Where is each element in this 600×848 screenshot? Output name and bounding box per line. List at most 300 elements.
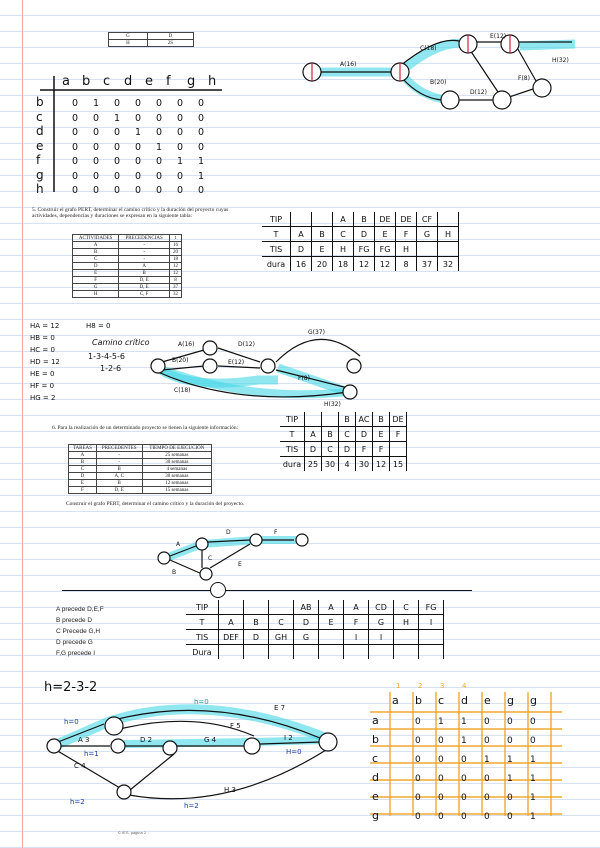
matrix-2-cell: 1	[461, 736, 467, 746]
matrix-1-col-headers: a b c d e f g h	[62, 74, 217, 89]
hw_table1-cell: G	[417, 227, 438, 242]
matrix-1-cell: 1	[135, 127, 142, 138]
hw_table1-cell: TIP	[262, 212, 291, 227]
svg-text:C: C	[208, 555, 213, 562]
problem-6-cell: 30 semanas	[142, 459, 211, 466]
matrix-2-cell: 0	[484, 793, 490, 803]
hw_table1-cell: H	[333, 242, 354, 257]
hw_table2-cell: D	[356, 427, 373, 442]
hw_table2-cell: 30	[322, 457, 339, 472]
hw_table3-cell: FG	[419, 600, 444, 615]
matrix-2-col-label: d	[461, 694, 468, 707]
hw_table1-cell: FG	[354, 242, 375, 257]
hw_table3-cell: F	[344, 615, 369, 630]
svg-text:G(37): G(37)	[308, 329, 325, 336]
matrix-1-cell: 0	[156, 112, 163, 124]
svg-text:H 3: H 3	[224, 786, 236, 794]
hw_table3-cell: C	[269, 615, 294, 630]
hw_table3-cell	[219, 645, 244, 660]
matrix-2-row-label: e	[372, 790, 379, 803]
problem-5-table: ACTIVIDADES PRECEDENCIAS t A - 16 B - 20 C - 18 D A 12 E B 12 F D, E 8 G D, E 37 H C, F 32	[72, 234, 182, 298]
problem-5-row	[73, 256, 182, 263]
hw_table3-cell: H	[394, 615, 419, 630]
problem-5-cell: 18	[169, 256, 181, 263]
problem-5-cell: B	[119, 270, 170, 277]
problem-5-cell: D, E	[119, 277, 170, 284]
matrix-2-row	[372, 769, 553, 788]
hw_table1-cell: T	[262, 227, 291, 242]
matrix-1-cell: 0	[156, 98, 163, 109]
matrix-2-row-label: c	[372, 752, 379, 765]
hw_table1-cell: DE	[396, 212, 417, 227]
problem-5-row	[73, 291, 182, 298]
matrix-1-cell: 0	[93, 170, 100, 182]
matrix-2-cell: 0	[438, 793, 444, 803]
matrix-2-cell: 0	[484, 774, 490, 784]
matrix-2-cell: 0	[415, 793, 421, 803]
hw_table1-cell: 18	[333, 257, 354, 272]
hw_table3-cell	[319, 630, 344, 645]
matrix-2-col-label: a	[392, 694, 399, 707]
svg-text:B(20): B(20)	[172, 357, 189, 364]
hw_table2-cell: dura	[280, 457, 305, 472]
graph-1-node	[441, 91, 459, 109]
matrix-2-cell: 0	[438, 774, 444, 784]
matrix-1-cell: 0	[93, 185, 100, 196]
problem-5-cell: B	[73, 249, 119, 256]
graph-4-title: h=2-3-2	[44, 680, 98, 695]
problem-5-cell: D, E	[119, 284, 170, 291]
matrix-1-cell: 0	[93, 156, 100, 167]
matrix-2-cell: 1	[507, 755, 513, 765]
matrix-2-cell: 0	[461, 793, 467, 803]
hw_table2-cell	[390, 442, 407, 457]
problem-5-cell: F	[73, 277, 119, 284]
hw_table1-cell	[312, 212, 333, 227]
matrix-2-cell: 0	[530, 717, 536, 727]
matrix-1-cell: 0	[72, 185, 79, 196]
matrix-2-row-label: d	[372, 771, 379, 784]
alt-path: 1-2-6	[100, 364, 122, 373]
hw_table3-cell: D	[294, 615, 319, 630]
hw_table3-cell	[244, 645, 269, 660]
matrix-1-cell: 0	[177, 170, 184, 182]
problem-6-text: 6. Para la realización de un determinado proyecto se tienen la siguiente información:	[52, 425, 239, 431]
matrix-2-cell: 0	[438, 755, 444, 765]
matrix-1-cell: 0	[114, 185, 121, 196]
hw-table-2	[280, 412, 407, 471]
matrix-1-row	[32, 183, 219, 198]
h-value: HG = 2	[30, 394, 56, 402]
matrix-1-row	[32, 125, 219, 140]
matrix-2-cell: 1	[438, 717, 444, 727]
hw_table3-cell: I	[419, 615, 444, 630]
matrix-2-col-label: g	[507, 694, 514, 707]
matrix-1-cell: 1	[177, 156, 184, 167]
matrix-1-cell: 0	[177, 112, 184, 124]
hw_table1-cell	[438, 212, 459, 227]
hw_table1-cell: A	[291, 227, 312, 242]
matrix-1-row-label: b	[36, 95, 44, 109]
matrix-2-top-nums: 1 2 3 4	[396, 682, 467, 690]
matrix-2-col-label: c	[438, 694, 445, 707]
matrix-2-cell: 1	[530, 774, 536, 784]
pert-graph-1	[290, 28, 595, 138]
problem-6-row	[69, 473, 212, 480]
matrix-1-cell: 0	[177, 98, 184, 109]
matrix-2-cell: 0	[530, 736, 536, 746]
matrix-1-cell: 0	[135, 112, 142, 124]
matrix-1	[32, 74, 232, 194]
matrix-1-cell: 0	[114, 156, 121, 167]
hw_table2-cell: C	[322, 442, 339, 457]
hw_table2-cell: TIS	[280, 442, 305, 457]
matrix-1-cell: 0	[177, 185, 184, 196]
hw_table1-cell	[291, 212, 312, 227]
critical-path: 1-3-4-5-6	[88, 352, 125, 361]
hw_table2-cell: B	[339, 412, 356, 427]
matrix-1-row-label: g	[36, 167, 44, 182]
h-value: HB = 0	[30, 334, 55, 342]
problem-5-row	[73, 277, 182, 284]
matrix-2-cell: 1	[530, 812, 536, 822]
hw_table1-cell: 12	[375, 257, 396, 272]
matrix-1-cell: 0	[114, 98, 121, 109]
hw_table3-cell	[369, 645, 394, 660]
svg-text:E: E	[238, 561, 242, 568]
problem-6-footer: Construir el grafo PERT, determinar el camino crítico y la duración del proyecto.	[66, 501, 245, 507]
hw_table3-cell: I	[369, 630, 394, 645]
hw_table3-cell	[269, 645, 294, 660]
matrix-1-cell: 0	[72, 141, 79, 153]
problem-5-cell: G	[73, 284, 119, 291]
svg-text:h=1: h=1	[84, 750, 99, 758]
matrix-1-cell: 0	[198, 141, 205, 153]
hw_table2-cell: F	[390, 427, 407, 442]
hw_table1-cell: D	[291, 242, 312, 257]
hw_table2-cell: D	[339, 442, 356, 457]
matrix-2-cell: 0	[507, 736, 513, 746]
matrix-1-cell: 0	[135, 156, 142, 167]
graph-1-label: H(32)	[552, 57, 569, 64]
problem-6-table: TAREAS PRECEDENTES TIEMPO DE EJECUCIÓN A - 25 semanas B - 30 semanas C B 4 semanas D A, C 30 semanas E B 12 semanas F D, E 15 semanas	[68, 444, 212, 494]
problem-5-row	[73, 242, 182, 249]
svg-text:F(8): F(8)	[298, 375, 310, 382]
hw_table1-cell: A	[333, 212, 354, 227]
hw_table2-cell: B	[322, 427, 339, 442]
hw_table1-cell: TIS	[262, 242, 291, 257]
matrix-2-cell: 1	[461, 717, 467, 727]
hw_table3-cell: A	[344, 600, 369, 615]
matrix-2-cell: 0	[415, 717, 421, 727]
matrix-2-cell: 0	[461, 812, 467, 822]
hw_table3-cell	[219, 600, 244, 615]
hw_table3-cell	[419, 630, 444, 645]
graph-1-label: C(18)	[420, 45, 437, 52]
graph-1-highlight	[520, 44, 575, 46]
hw_table3-cell: B	[244, 615, 269, 630]
hw_table3-cell	[394, 630, 419, 645]
hw_table2-cell	[322, 412, 339, 427]
matrix-1-cell: 0	[72, 156, 79, 167]
matrix-2-row	[372, 807, 553, 826]
hw_table2-cell: 12	[373, 457, 390, 472]
svg-text:A(16): A(16)	[178, 341, 195, 348]
matrix-1-cell: 1	[198, 156, 205, 167]
hw_table3-cell	[294, 645, 319, 660]
matrix-2-cell: 0	[438, 812, 444, 822]
svg-text:E 7: E 7	[274, 704, 286, 712]
top-table: G D H 2S	[108, 32, 194, 47]
matrix-2-cell: 1	[484, 755, 490, 765]
hw-table-1	[262, 212, 459, 271]
hw_table2-cell: A	[305, 427, 322, 442]
matrix-1-cell: 0	[156, 185, 163, 196]
hw_table2-cell: DE	[390, 412, 407, 427]
hw_table1-cell: H	[396, 242, 417, 257]
svg-text:F: F	[274, 529, 278, 536]
problem-5-row	[73, 249, 182, 256]
matrix-1-cell: 0	[198, 127, 205, 138]
matrix-2-cell: 0	[438, 736, 444, 746]
hw_table2-cell: B	[373, 412, 390, 427]
divider	[62, 590, 472, 591]
matrix-1-cell: 1	[114, 112, 121, 124]
hw_table3-cell: I	[344, 630, 369, 645]
problem-5-cell: 12	[169, 270, 181, 277]
hw_table2-cell: AC	[356, 412, 373, 427]
matrix-2-row	[372, 788, 553, 807]
matrix-2-cell: 1	[530, 793, 536, 803]
graph-1-label: F(8)	[518, 75, 530, 82]
svg-text:D: D	[226, 529, 231, 536]
matrix-2-col-label: g	[530, 694, 537, 707]
pert-graph-4	[44, 690, 364, 820]
svg-text:A 3: A 3	[78, 736, 90, 744]
hw_table1-cell: CF	[417, 212, 438, 227]
problem-6-cell: E	[69, 480, 97, 487]
hw_table2-cell: D	[305, 442, 322, 457]
matrix-1-cell: 0	[198, 185, 205, 196]
hw_table1-cell: E	[375, 227, 396, 242]
problem-5-cell: 37	[169, 284, 181, 291]
matrix-1-cell: 0	[72, 127, 79, 138]
hw_table2-cell: TIP	[280, 412, 305, 427]
problem-6-cell: 4 semanas	[142, 466, 211, 473]
svg-text:D 2: D 2	[140, 736, 153, 744]
matrix-2-cell: 0	[484, 717, 490, 727]
svg-text:F 5: F 5	[230, 722, 241, 730]
pert-graph-3	[146, 518, 336, 588]
matrix-1-rows	[32, 96, 219, 198]
hw_table1-cell	[417, 242, 438, 257]
hw_table3-cell: A	[219, 615, 244, 630]
hw-table-3	[186, 600, 444, 659]
hw_table1-cell: dura	[262, 257, 291, 272]
problem-5-cell: -	[119, 256, 170, 263]
matrix-1-row	[32, 140, 219, 155]
hw_table3-cell: A	[319, 600, 344, 615]
hw_table3-cell: TIP	[186, 600, 219, 615]
matrix-2-cell: 0	[415, 812, 421, 822]
matrix-1-cell: 0	[135, 170, 142, 182]
matrix-1-cell: 0	[156, 127, 163, 138]
graph-1-label: E(12)	[490, 33, 507, 40]
matrix-1-cell: 1	[93, 98, 100, 109]
critical-path-title: Camino crítico	[92, 338, 150, 347]
problem-5-cell: 8	[169, 277, 181, 284]
matrix-2-row-label: a	[372, 714, 379, 727]
hw_table3-cell: CD	[369, 600, 394, 615]
precedes-list: A precede D,E,F B precede D C Precede G,H D precede G F,G precede I	[56, 606, 104, 657]
matrix-1-cell: 1	[198, 170, 205, 182]
matrix-2-cell: 0	[415, 736, 421, 746]
matrix-2-row-label: g	[372, 809, 379, 822]
matrix-1-cell: 0	[198, 98, 205, 109]
problem-6-row	[69, 466, 212, 473]
matrix-2-cell: 0	[507, 793, 513, 803]
hw_table3-cell	[244, 600, 269, 615]
matrix-1-row-label: h	[36, 182, 44, 196]
problem-5-cell: 16	[169, 242, 181, 249]
graph-1-node	[533, 79, 551, 97]
matrix-2-row	[372, 750, 553, 769]
svg-text:h=2: h=2	[184, 802, 199, 810]
svg-text:h=2: h=2	[70, 798, 85, 806]
graph-1-label: B(20)	[430, 79, 447, 86]
problem-6-cell: C	[69, 466, 97, 473]
problem-6-cell: D, E	[96, 487, 142, 494]
matrix-1-row	[32, 154, 219, 169]
hw_table3-cell: AB	[294, 600, 319, 615]
matrix-2-col-label: e	[484, 694, 491, 707]
matrix-1-row-label: c	[36, 109, 43, 124]
matrix-2-cell: 0	[484, 736, 490, 746]
problem-5-cell: H	[73, 291, 119, 298]
svg-text:h=0: h=0	[64, 718, 79, 726]
matrix-2-cell: 0	[461, 755, 467, 765]
pert-graph-2	[148, 320, 388, 410]
problem-6-cell: 25 semanas	[142, 452, 211, 459]
matrix-1-cell: 0	[135, 98, 142, 109]
problem-6-cell: 12 semanas	[142, 480, 211, 487]
matrix-1-cell: 0	[114, 141, 121, 153]
problem-5-row	[73, 284, 182, 291]
h-value: HE = 0	[30, 370, 55, 378]
hw_table1-cell	[438, 242, 459, 257]
problem-6-row	[69, 480, 212, 487]
matrix-2-col-label: b	[415, 694, 422, 707]
hw_table3-cell	[269, 600, 294, 615]
hw_table3-cell: D	[244, 630, 269, 645]
h-value: HC = 0	[30, 346, 55, 354]
problem-6-row	[69, 487, 212, 494]
h-value: HD = 12	[30, 358, 60, 366]
matrix-1-row-label: d	[36, 124, 44, 138]
matrix-1-cell: 0	[156, 170, 163, 182]
hw_table3-cell	[344, 645, 369, 660]
problem-6-cell: B	[96, 466, 142, 473]
page-footer: © IES, página 2	[118, 830, 147, 835]
hw_table1-cell: 37	[417, 257, 438, 272]
problem-5-cell: -	[119, 249, 170, 256]
svg-text:I 2: I 2	[284, 734, 293, 742]
problem-5-text: 5. Construir el grafo PERT, determinar el camino crítico y la duración del proyecto cuyas actividades, dependencias y duraciones se expresan en la siguiente tabla:	[32, 207, 229, 219]
problem-6-cell: A	[69, 452, 97, 459]
matrix-1-cell: 1	[156, 141, 163, 153]
hw_table1-cell: DE	[375, 212, 396, 227]
hw_table3-cell: TIS	[186, 630, 219, 645]
problem-5-row	[73, 270, 182, 277]
hw_table1-cell: C	[333, 227, 354, 242]
matrix-2-row-label: b	[372, 733, 379, 746]
matrix-1-cell: 0	[93, 112, 100, 124]
matrix-2-rows	[372, 712, 553, 826]
hw_table3-cell	[319, 645, 344, 660]
matrix-1-cell: 0	[114, 170, 121, 182]
matrix-1-row-label: e	[36, 138, 44, 153]
hw_table2-cell	[305, 412, 322, 427]
problem-5-cell: A	[119, 263, 170, 270]
hw_table3-cell	[419, 645, 444, 660]
hw_table1-cell: B	[312, 227, 333, 242]
matrix-1-cell: 0	[135, 185, 142, 196]
h-value: HF = 0	[30, 382, 55, 390]
hw_table2-cell: 30	[356, 457, 373, 472]
hw_table1-cell: E	[312, 242, 333, 257]
problem-6-cell: B	[96, 480, 142, 487]
hw_table2-cell: C	[339, 427, 356, 442]
matrix-1-cell: 0	[93, 141, 100, 153]
matrix-1-row	[32, 169, 219, 184]
problem-6-cell: A, C	[96, 473, 142, 480]
hw_table3-cell: E	[319, 615, 344, 630]
problem-6-cell: -	[96, 452, 142, 459]
problem-6-row	[69, 459, 212, 466]
graph-1-node	[493, 91, 511, 109]
hw_table3-cell	[394, 645, 419, 660]
matrix-1-row	[32, 111, 219, 126]
hw_table1-cell: D	[354, 227, 375, 242]
problem-5-cell: C, F	[119, 291, 170, 298]
matrix-2-row	[372, 712, 553, 731]
hw_table3-cell: C	[394, 600, 419, 615]
hw_table2-cell: F	[373, 442, 390, 457]
hw_table1-cell: B	[354, 212, 375, 227]
hw_table2-cell: 4	[339, 457, 356, 472]
matrix-1-cell: 0	[198, 112, 205, 124]
hw_table1-cell: 12	[354, 257, 375, 272]
svg-text:A: A	[176, 541, 181, 548]
hw_table2-cell: F	[356, 442, 373, 457]
svg-text:G 4: G 4	[204, 736, 217, 744]
matrix-2-cell: 1	[530, 755, 536, 765]
matrix-1-cell: 0	[177, 141, 184, 153]
problem-6-cell: 30 semanas	[142, 473, 211, 480]
problem-6-cell: -	[96, 459, 142, 466]
hw_table1-cell: 8	[396, 257, 417, 272]
svg-text:H(32): H(32)	[324, 401, 341, 408]
matrix-1-cell: 0	[156, 156, 163, 167]
hw_table3-cell: G	[294, 630, 319, 645]
hw_table2-cell: 15	[390, 457, 407, 472]
problem-5-cell: A	[73, 242, 119, 249]
svg-text:B: B	[172, 569, 177, 576]
problem-5-row	[73, 263, 182, 270]
matrix-2-cell: 0	[507, 812, 513, 822]
problem-6-cell: D	[69, 473, 97, 480]
matrix-2-cell: 0	[507, 717, 513, 727]
